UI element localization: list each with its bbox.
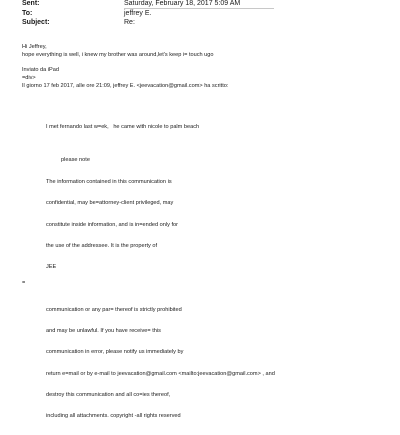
to-value: jeffrey E.	[124, 10, 152, 17]
disclaimer-line: communication in error, please notify us immediately by	[46, 349, 184, 356]
sent-row	[22, 0, 240, 8]
greeting: Hi Jeffrey,	[22, 44, 47, 50]
disclaimer-heading: please note	[61, 157, 90, 163]
disclaimer-line: including all attachments. copyright -all rights reserved	[46, 413, 181, 420]
sent-label: Sent:	[22, 0, 40, 7]
to-row	[22, 9, 152, 18]
disclaimer-line: communication or any par= thereof is strictly prohibited	[46, 306, 182, 313]
disclaimer-line: JEE	[46, 264, 57, 271]
disclaimer-line: return e=mail or by e-mail to jeevacation@gmail.com <mailto:jeevacation@gmail.com> , and	[46, 370, 275, 377]
quote-intro: Il giorno 17 feb 2017, alle ore 21:09, jeffrey E. <jeevacation@gmail.com> ha scritto:	[22, 83, 229, 89]
quoted-message: I met fernando last w=ek, he came with nicole to palm beach	[46, 124, 200, 130]
subject-label: Subject:	[22, 19, 50, 26]
signature-line-2: =div>	[22, 75, 36, 81]
disclaimer-line: constitute inside information, and is in=ended only for	[46, 221, 178, 228]
disclaimer-line: the use of the addressee. It is the property of	[46, 243, 158, 250]
disclaimer-block	[46, 165, 275, 435]
signature-line-1: Inviato da iPad	[22, 67, 60, 73]
subject-value: Re:	[124, 19, 135, 26]
disclaimer-line: The information contained in this communication is	[46, 179, 172, 186]
to-label: To:	[22, 10, 33, 17]
reply-line: hope everything is well, i knew my brother was around,let's keep i= touch ugo	[22, 52, 214, 58]
disclaimer-line: and may be unlawful. If you have receive= this	[46, 328, 161, 335]
disclaimer-line: destroy this communication and all co=ies thereof,	[46, 392, 171, 398]
sent-value: Saturday, February 18, 2017 5:09 AM	[124, 0, 241, 7]
trailer-mark: =	[22, 280, 26, 286]
subject-row	[22, 18, 135, 27]
disclaimer-line: confidential, may be=attorney-client privileged, may	[46, 200, 174, 207]
